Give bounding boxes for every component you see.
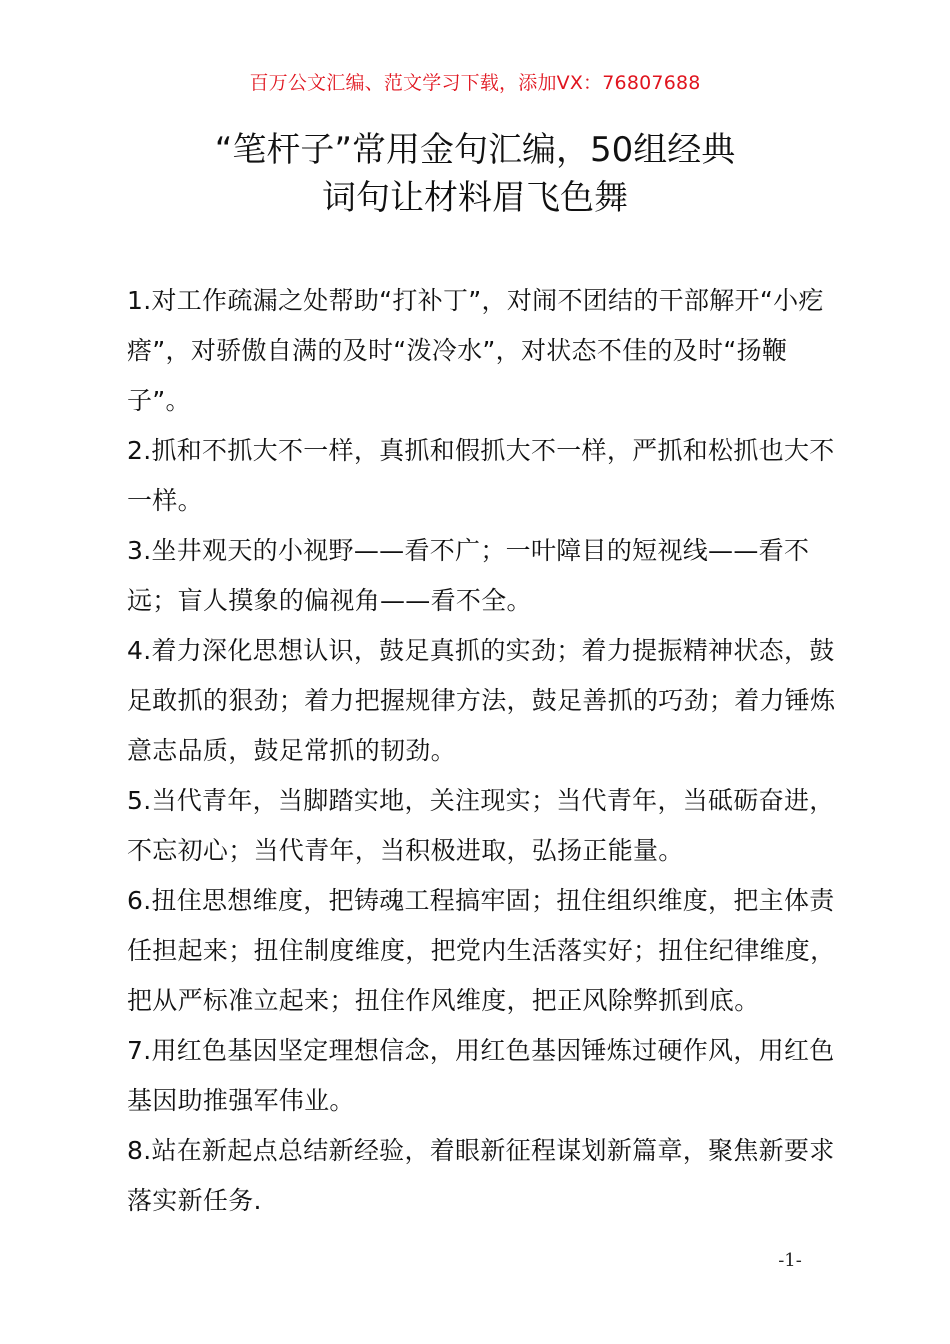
title-line-1: “笔杆子”常用金句汇编，50组经典 — [214, 130, 736, 170]
paragraph-2: 2.抓和不抓大不一样，真抓和假抓大不一样，严抓和松抓也大不一样。 — [127, 436, 835, 515]
paragraph-6: 6.扭住思想维度，把铸魂工程搞牢固；扭住组织维度，把主体责任担起来；扭住制度维度，把党内生活落实好；扭住纪律维度，把从严标准立起来；扭住作风维度，把正风除弊抓到底。 — [127, 886, 836, 1015]
page-number: -1- — [778, 1250, 802, 1271]
paragraph-7: 7.用红色基因坚定理想信念，用红色基因锤炼过硬作风，用红色基因助推强军伟业。 — [127, 1036, 835, 1115]
paragraph-4: 4.着力深化思想认识，鼓足真抓的实劲；着力提振精神状态，鼓足敢抓的狠劲；着力把握规律方法，鼓足善抓的巧劲；着力锤炼意志品质，鼓足常抓的韧劲。 — [127, 636, 836, 765]
paragraph-5: 5.当代青年，当脚踏实地，关注现实；当代青年，当砥砺奋进，不忘初心；当代青年，当积极进取，弘扬正能量。 — [127, 786, 835, 865]
paragraph-3: 3.坐井观天的小视野——看不广；一叶障目的短视线——看不远；盲人摸象的偏视角——看不全。 — [127, 536, 810, 615]
document-body — [127, 276, 837, 1226]
paragraph-8: 8.站在新起点总结新经验，着眼新征程谋划新篇章，聚焦新要求落实新任务. — [127, 1136, 835, 1215]
header-banner: 百万公文汇编、范文学习下载，添加VX：76807688 — [249, 72, 701, 94]
paragraph-1: 1.对工作疏漏之处帮助“打补丁”，对闹不团结的干部解开“小疙瘩”，对骄傲自满的及时“泼冷水”，对状态不佳的及时“扬鞭子”。 — [127, 286, 824, 415]
document-title — [0, 126, 950, 222]
title-line-2: 词句让材料眉飞色舞 — [322, 178, 628, 218]
